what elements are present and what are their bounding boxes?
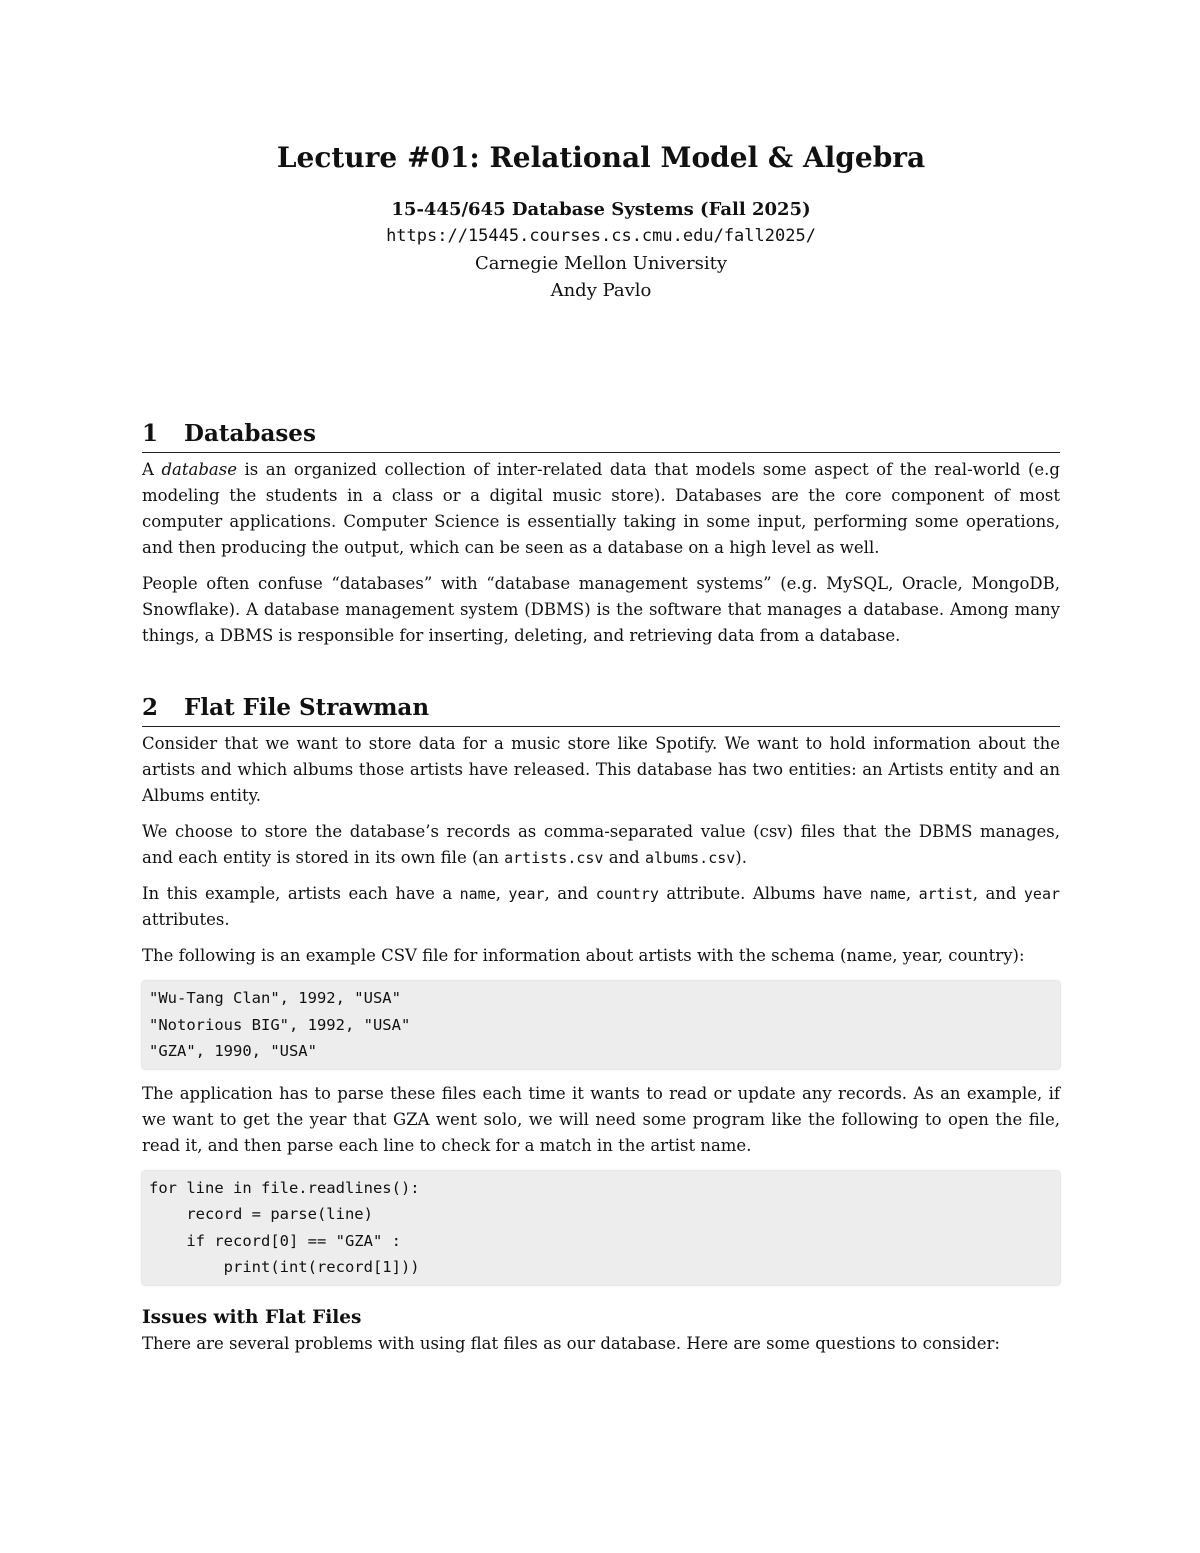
document-header (142, 138, 1060, 304)
paragraph: In this example, artists each have a name, year, and country attribute. Albums have name, artist, and year attributes. (142, 884, 1061, 929)
inline-code: country (595, 885, 659, 903)
course-url[interactable]: https://15445.courses.cs.cmu.edu/fall2025/ (386, 226, 816, 246)
document-title: Lecture #01: Relational Model & Algebra (276, 141, 926, 174)
python-code-block: for line in file.readlines(): record = parse(line) if record[0] == "GZA" : print(int(record[1])) (142, 1171, 1060, 1285)
section-number: 2 (142, 694, 159, 721)
subsection-heading: Issues with Flat Files (142, 1306, 362, 1328)
university-name: Carnegie Mellon University (474, 253, 728, 274)
section-flat-file-strawman (142, 693, 1060, 1357)
inline-code: artist (918, 885, 973, 903)
course-name: 15-445/645 Database Systems (Fall 2025) (391, 199, 811, 220)
emphasis-database: database (161, 460, 237, 479)
inline-code: name (459, 885, 496, 903)
inline-code: year (1023, 885, 1061, 903)
inline-code: name (869, 885, 906, 903)
paragraph: There are several problems with using flat files as our database. Here are some questions to consider: (142, 1333, 1000, 1353)
section-heading (142, 693, 1060, 727)
author-name: Andy Pavlo (550, 280, 652, 301)
paragraph: Consider that we want to store data for a music store like Spotify. We want to hold information about the artists and which albums those artists have released. This database has two entities: an Artists entity and an Albums entity. (142, 734, 1060, 805)
csv-code-block: "Wu-Tang Clan", 1992, "USA" "Notorious BIG", 1992, "USA" "GZA", 1990, "USA" (142, 981, 1060, 1069)
inline-code: year (508, 885, 545, 903)
inline-code: albums.csv (644, 849, 736, 867)
section-heading (142, 419, 1060, 453)
paragraph: People often confuse “databases” with “database management systems” (e.g. MySQL, Oracle, MongoDB, Snowflake). A database management system (DBMS) is the software that manages a database. Among many things, a DBMS is responsible for inserting, deleting, and retrieving data from a database. (142, 574, 1060, 645)
inline-code: artists.csv (504, 849, 604, 867)
paragraph: The following is an example CSV file for information about artists with the schema (name, year, country): (142, 946, 1025, 965)
paragraph: We choose to store the database’s records as comma-separated value (csv) files that the DBMS manages, and each entity is stored in its own file (an artists.csv and albums.csv). (142, 822, 1060, 867)
section-title: Databases (184, 420, 316, 447)
section-databases (142, 419, 1060, 649)
paragraph: The application has to parse these files each time it wants to read or update any records. As an example, if we want to get the year that GZA went solo, we will need some program like the following to open the file, read it, and then parse each line to check for a match in the artist name. (142, 1083, 1060, 1155)
section-number: 1 (142, 420, 159, 447)
paragraph: A database is an organized collection of inter-related data that models some aspect of the real-world (e.g modeling the students in a class or a digital music store). Databases are the core component of most computer applications. Computer Science is essentially taking in some input, performing some operations, and then producing the output, which can be seen as a database on a high level as well. (142, 460, 1060, 557)
section-title: Flat File Strawman (184, 694, 430, 721)
